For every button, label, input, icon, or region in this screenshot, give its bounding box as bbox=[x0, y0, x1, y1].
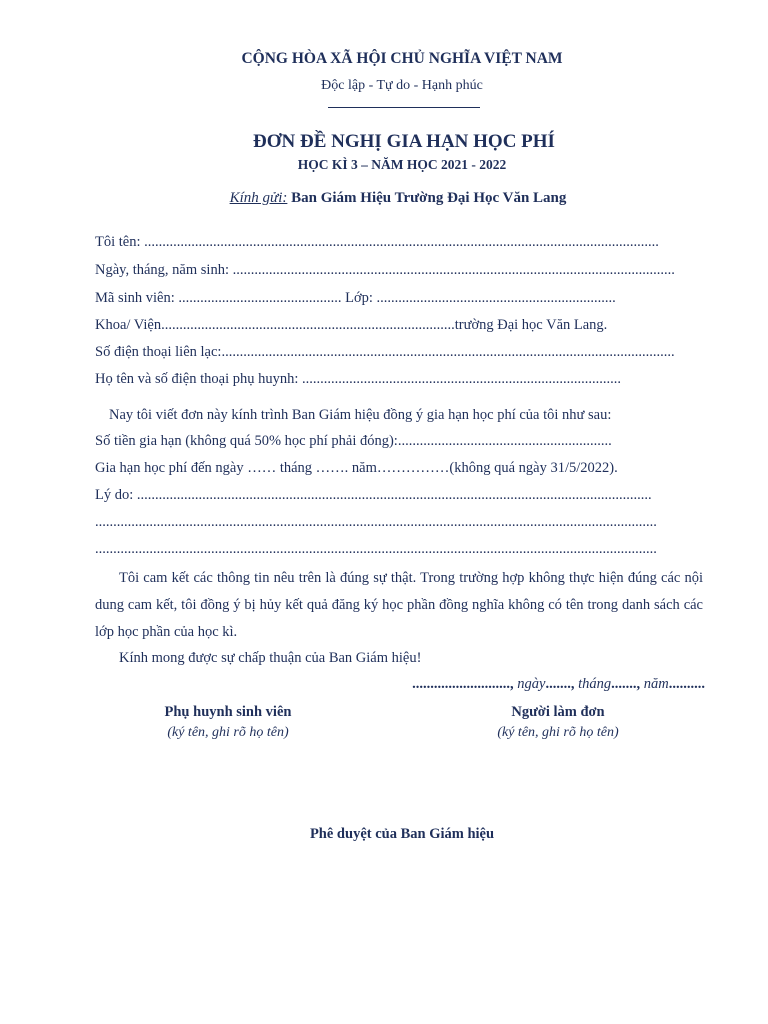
document-subtitle: HỌC KÌ 3 – NĂM HỌC 2021 - 2022 bbox=[297, 157, 507, 172]
field-faculty: Khoa/ Viện.................................................................................trường Đại học Văn Lang. bbox=[95, 317, 608, 333]
recipient-label: Kính gửi: bbox=[229, 190, 288, 206]
request-intro: Nay tôi viết đơn này kính trình Ban Giám hiệu đồng ý gia hạn học phí của tôi như sau: bbox=[109, 407, 612, 423]
nation-header: CỘNG HÒA XÃ HỘI CHỦ NGHĨA VIỆT NAM bbox=[241, 50, 563, 67]
field-student-id: Mã sinh viên: ............................................. Lớp: .................................................................. bbox=[95, 290, 616, 306]
request-reason-line-3: ........................................................................................................................................................... bbox=[95, 541, 657, 557]
date-year-label: năm bbox=[640, 676, 669, 692]
request-reason-line-2: ........................................................................................................................................................... bbox=[95, 514, 657, 530]
date-day-label: ngày bbox=[513, 676, 546, 692]
field-parent: Họ tên và số điện thoại phụ huynh: ........................................................................................ bbox=[95, 371, 622, 387]
header-divider bbox=[328, 107, 480, 108]
parent-signature-block bbox=[78, 704, 378, 741]
field-dob: Ngày, tháng, năm sinh: .......................................................................................................................... bbox=[95, 262, 675, 278]
date-month-label: tháng bbox=[574, 676, 612, 692]
closing-line: Kính mong được sự chấp thuận của Ban Giám hiệu! bbox=[119, 650, 422, 666]
field-name: Tôi tên: .............................................................................................................................................. bbox=[95, 234, 659, 250]
approval-heading: Phê duyệt của Ban Giám hiệu bbox=[309, 826, 495, 842]
commitment-paragraph: Tôi cam kết các thông tin nêu trên là đúng sự thật. Trong trường hợp không thực hiện đúng các nội dung cam kết, tôi đồng ý bị hủy kết quả đăng ký học phần đồng nghĩa không có tên trong danh sách các lớp học phần của học kì. bbox=[95, 570, 703, 640]
recipient-line bbox=[14, 190, 768, 207]
date-year-dots: .......... bbox=[668, 676, 705, 692]
request-amount: Số tiền gia hạn (không quá 50% học phí phải đóng):........................................................... bbox=[95, 433, 612, 449]
applicant-signature-title: Người làm đơn bbox=[511, 704, 605, 720]
parent-signature-title: Phụ huynh sinh viên bbox=[164, 704, 292, 720]
motto: Độc lập - Tự do - Hạnh phúc bbox=[321, 78, 483, 93]
date-place: ..........................., bbox=[412, 676, 514, 692]
recipient-value: Ban Giám Hiệu Trường Đại Học Văn Lang bbox=[291, 190, 567, 206]
date-line bbox=[365, 676, 705, 693]
applicant-signature-block bbox=[408, 704, 708, 741]
request-deadline: Gia hạn học phí đến ngày …… tháng ……. năm……………(không quá ngày 31/5/2022). bbox=[95, 460, 618, 476]
date-month-dots: ......., bbox=[611, 676, 641, 692]
date-day-dots: ......., bbox=[545, 676, 575, 692]
applicant-signature-note: (ký tên, ghi rõ họ tên) bbox=[497, 725, 619, 740]
field-phone: Số điện thoại liên lạc:............................................................................................................................. bbox=[95, 344, 675, 360]
request-reason: Lý do: .............................................................................................................................................. bbox=[95, 487, 652, 503]
document-title: ĐƠN ĐỀ NGHỊ GIA HẠN HỌC PHÍ bbox=[253, 131, 555, 152]
parent-signature-note: (ký tên, ghi rõ họ tên) bbox=[167, 725, 289, 740]
